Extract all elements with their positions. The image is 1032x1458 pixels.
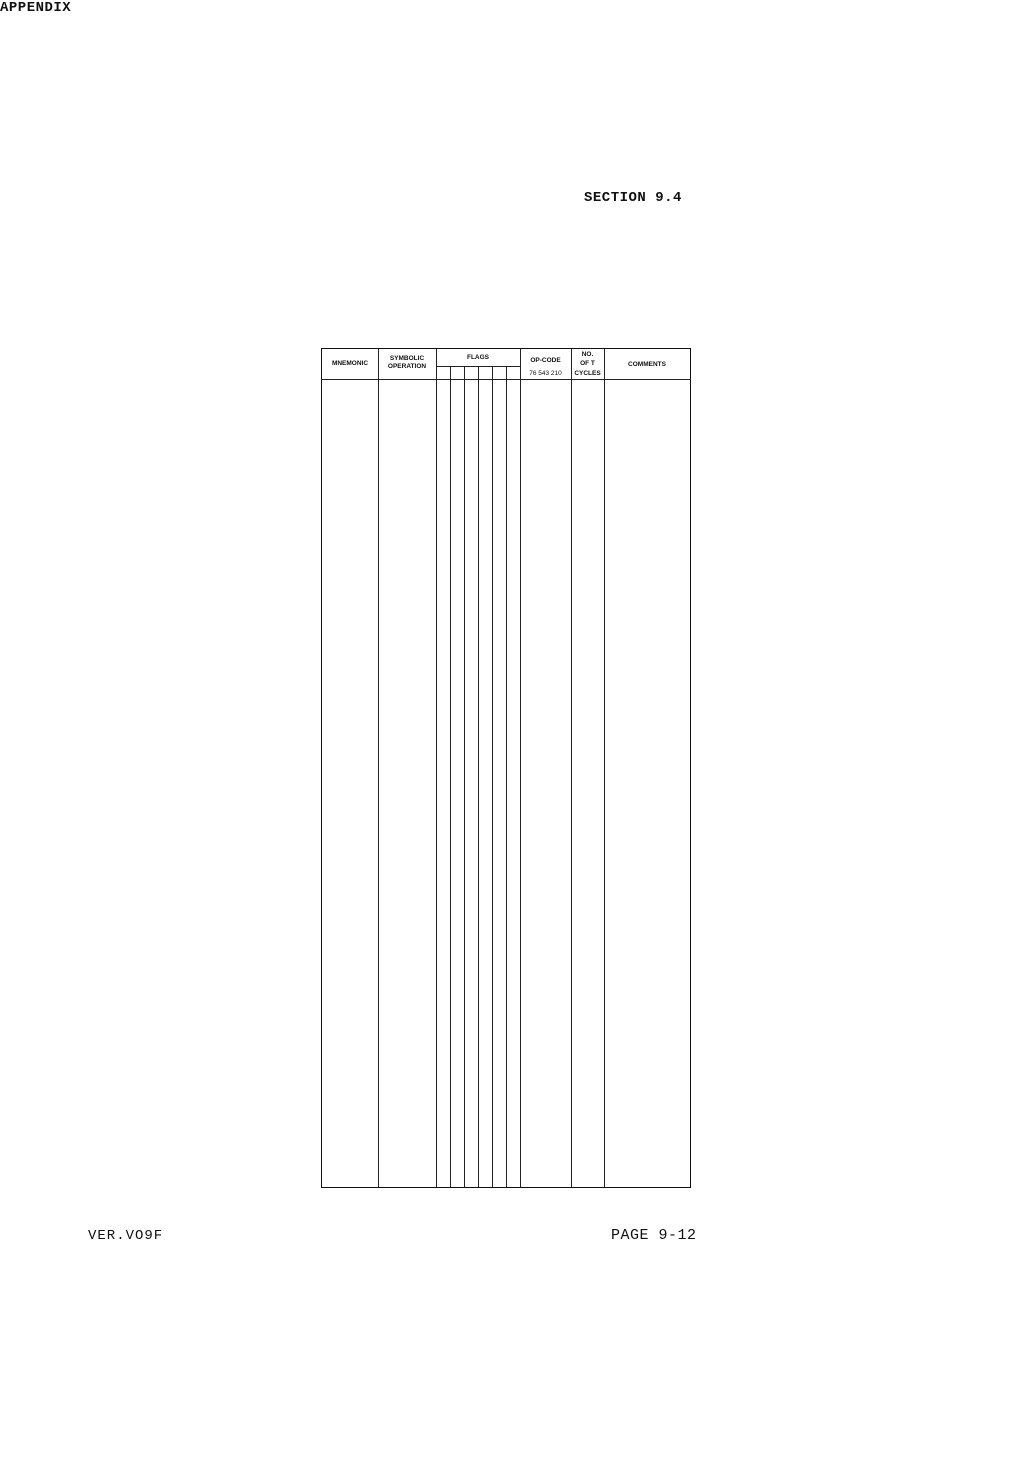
cycles-header-3: CYCLES (574, 370, 601, 377)
cycles-header: NO. (581, 351, 594, 358)
cycles-header-2: OF T (580, 360, 595, 367)
opcode-header: OP-CODE (530, 357, 561, 364)
symbolic-header: SYMBOLIC (389, 355, 425, 362)
footer-version: VER.VO9F (88, 1228, 164, 1244)
flag-divider (478, 366, 479, 1187)
header-section: SECTION 9.4 (584, 190, 682, 206)
col-divider (604, 349, 605, 1187)
header-appendix: APPENDIX (0, 0, 72, 16)
symbolic-header-2: OPERATION (387, 363, 427, 370)
comments-header: COMMENTS (628, 361, 666, 368)
flag-divider (464, 366, 465, 1187)
col-divider (520, 349, 521, 1187)
flags-header-line (436, 366, 520, 367)
instruction-table (321, 348, 691, 1188)
flags-header: FLAGS (466, 354, 490, 361)
mnemonic-header: MNEMONIC (331, 360, 369, 367)
flag-divider (506, 366, 507, 1187)
footer-page: PAGE 9-12 (611, 1227, 697, 1244)
col-divider (378, 349, 379, 1187)
col-divider (436, 349, 437, 1187)
header-bottom-line (322, 379, 690, 380)
flag-divider (450, 366, 451, 1187)
col-divider (571, 349, 572, 1187)
opcode-bits-header: 76 543 210 (529, 370, 562, 377)
flag-divider (492, 366, 493, 1187)
